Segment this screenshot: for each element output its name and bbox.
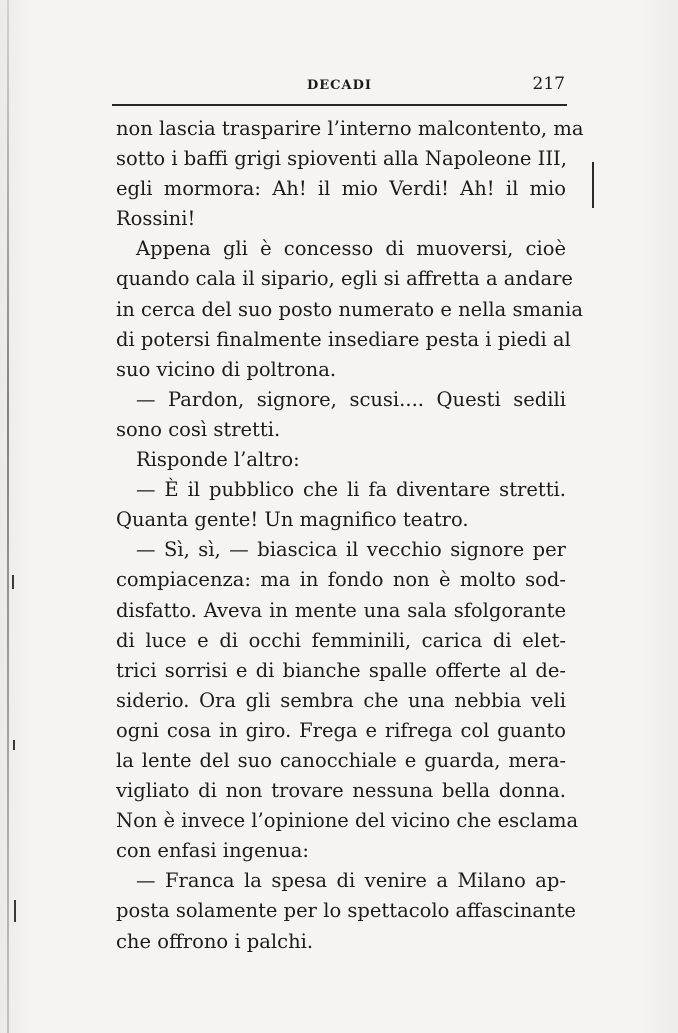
- running-title: DECADI: [307, 78, 372, 93]
- body-text: [116, 114, 584, 957]
- edge-mark: [13, 740, 15, 750]
- text-line: Non è invece l’opinione del vicino che esclama: [116, 809, 579, 833]
- page-header: [112, 74, 567, 100]
- text-line: ogni cosa in giro. Frega e rifrega col guanto: [116, 718, 566, 742]
- text-line: di luce e di occhi femminili, carica di elet-: [116, 628, 566, 652]
- edge-mark: [12, 575, 14, 589]
- text-line: non lascia trasparire l’interno malcontento, ma: [116, 117, 584, 140]
- text-line: — Franca la spesa di venire a Milano ap-: [136, 869, 566, 893]
- text-line: Rossini!: [116, 207, 196, 231]
- text-line: compiacenza: ma in fondo non è molto sod-: [116, 568, 566, 592]
- text-line: la lente del suo canocchiale e guarda, mera-: [116, 748, 566, 772]
- text-line: in cerca del suo posto numerato e nella smania: [116, 297, 584, 321]
- text-line: sotto i baffi grigi spioventi alla Napoleone III,: [116, 147, 567, 171]
- text-line: Risponde l’altro:: [136, 448, 300, 472]
- text-line: vigliato di non trovare nessuna bella donna.: [116, 779, 566, 803]
- margin-mark: [592, 162, 594, 208]
- text-line: che offrono i palchi.: [116, 929, 314, 953]
- text-line: trici sorrisi e di bianche spalle offerte al de-: [116, 658, 566, 682]
- text-line: — Sì, sì, — biascica il vecchio signore per: [136, 538, 566, 562]
- text-line: con enfasi ingenua:: [116, 839, 309, 863]
- text-line: Quanta gente! Un magnifico teatro.: [116, 508, 469, 532]
- page-number: 217: [532, 74, 565, 94]
- text-line: sono così stretti.: [116, 417, 281, 441]
- edge-mark: [14, 900, 16, 922]
- text-line: posta solamente per lo spettacolo affascinante: [116, 899, 576, 923]
- text-line: — Pardon, signore, scusi.... Questi sedili: [136, 387, 566, 411]
- text-line: Appena gli è concesso di muoversi, cioè: [136, 237, 566, 261]
- text-line: di potersi finalmente insediare pesta i piedi al: [116, 327, 571, 351]
- text-line: quando cala il sipario, egli si affretta a andare: [116, 267, 573, 291]
- text-line: — È il pubblico che li fa diventare stretti.: [136, 478, 566, 502]
- text-line: disfatto. Aveva in mente una sala sfolgorante: [116, 598, 566, 622]
- text-line: suo vicino di poltrona.: [116, 357, 337, 381]
- text-line: egli mormora: Ah! il mio Verdi! Ah! il mio: [116, 177, 566, 201]
- binding-edge: [7, 0, 9, 1033]
- header-rule: [112, 104, 567, 106]
- text-line: siderio. Ora gli sembra che una nebbia veli: [116, 688, 566, 712]
